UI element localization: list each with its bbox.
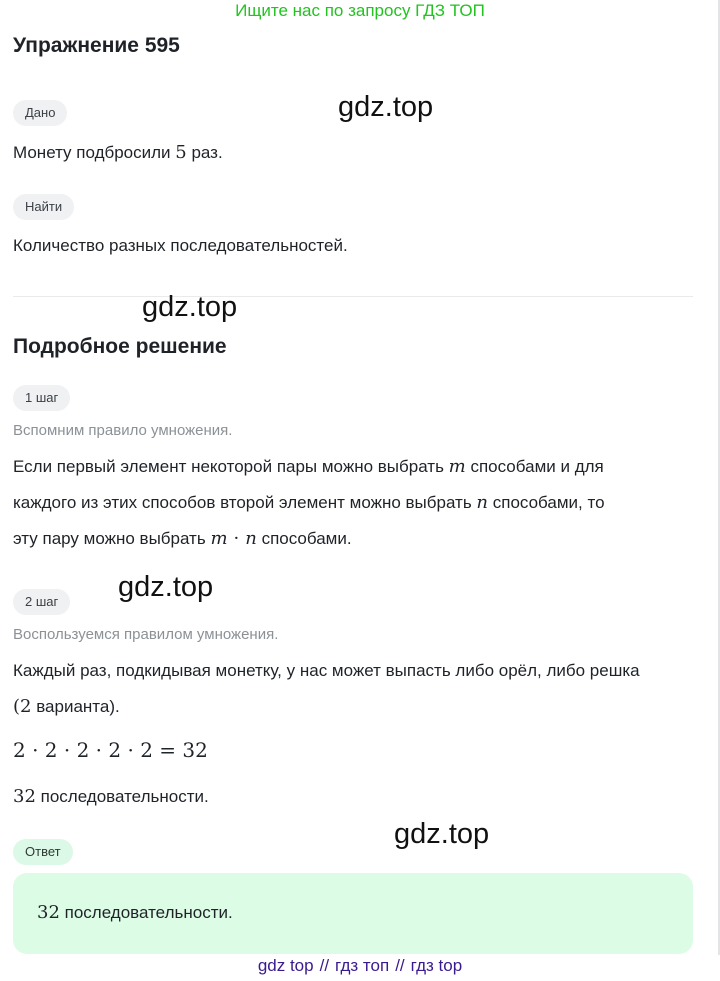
- step2-line1: Каждый раз, подкидывая монетку, у нас может выпасть либо орёл, либо решка: [13, 661, 640, 680]
- step1-line1-b: способами и для: [465, 457, 604, 476]
- variants-count: 2: [20, 696, 32, 717]
- footer-link-gdz-top[interactable]: gdz top: [257, 956, 314, 975]
- given-text-after: раз.: [186, 143, 223, 162]
- step1-line2-b: способами, то: [488, 493, 605, 512]
- step2-result: [13, 786, 209, 808]
- step1-line3-a: эту пару можно выбрать: [13, 529, 211, 548]
- step1-line2: [13, 492, 605, 514]
- section-divider: [13, 296, 693, 297]
- expr-m: m: [210, 528, 228, 549]
- answer-chip: Ответ: [13, 839, 73, 865]
- paren-open: (: [13, 696, 21, 717]
- step2-hint: Воспользуемся правилом умножения.: [13, 626, 279, 643]
- given-text: [13, 142, 223, 164]
- answer-text: [37, 902, 233, 924]
- watermark: gdz.top: [394, 818, 490, 850]
- step1-line3: [13, 528, 352, 550]
- footer-links: [0, 955, 720, 977]
- answer-label: последовательности.: [59, 903, 233, 922]
- result-text: последовательности.: [35, 787, 209, 806]
- answer-number: 32: [37, 902, 60, 923]
- variable-n: n: [476, 492, 489, 513]
- exercise-title: Упражнение 595: [13, 34, 180, 57]
- step1-line1-a: Если первый элемент некоторой пары можно выбрать: [13, 457, 449, 476]
- given-text-before: Монету подбросили: [13, 143, 176, 162]
- step1-chip: 1 шаг: [13, 385, 70, 411]
- variable-m: m: [448, 456, 466, 477]
- solution-title: Подробное решение: [13, 335, 227, 358]
- step2-line2-rest: варианта).: [31, 697, 120, 716]
- result-number: 32: [13, 786, 36, 807]
- footer-separator: //: [319, 956, 330, 975]
- step1-hint: Вспомним правило умножения.: [13, 422, 233, 439]
- footer-link-gdz-top-ru[interactable]: гдз топ: [335, 956, 390, 975]
- expr-dot: ·: [233, 528, 240, 549]
- equation: 2 · 2 · 2 · 2 · 2 = 32: [13, 738, 208, 762]
- watermark: gdz.top: [338, 91, 434, 123]
- watermark: gdz.top: [118, 571, 214, 603]
- footer-link-gdz-top-mixed[interactable]: гдз top: [410, 956, 463, 975]
- step1-line1: [13, 456, 604, 478]
- search-promo-banner: Ищите нас по запросу ГДЗ ТОП: [235, 1, 485, 20]
- step2-line2: [13, 696, 120, 718]
- given-chip: Дано: [13, 100, 67, 126]
- footer-separator: //: [395, 956, 405, 975]
- step2-chip: 2 шаг: [13, 589, 70, 615]
- given-value: 5: [175, 142, 187, 163]
- watermark: gdz.top: [142, 291, 238, 323]
- step1-line2-a: каждого из этих способов второй элемент можно выбрать: [13, 493, 477, 512]
- answer-box: [13, 873, 693, 954]
- expr-n: n: [245, 528, 257, 549]
- find-chip: Найти: [13, 194, 74, 220]
- step1-line3-b: способами.: [256, 529, 352, 548]
- find-text: Количество разных последовательностей.: [13, 236, 348, 255]
